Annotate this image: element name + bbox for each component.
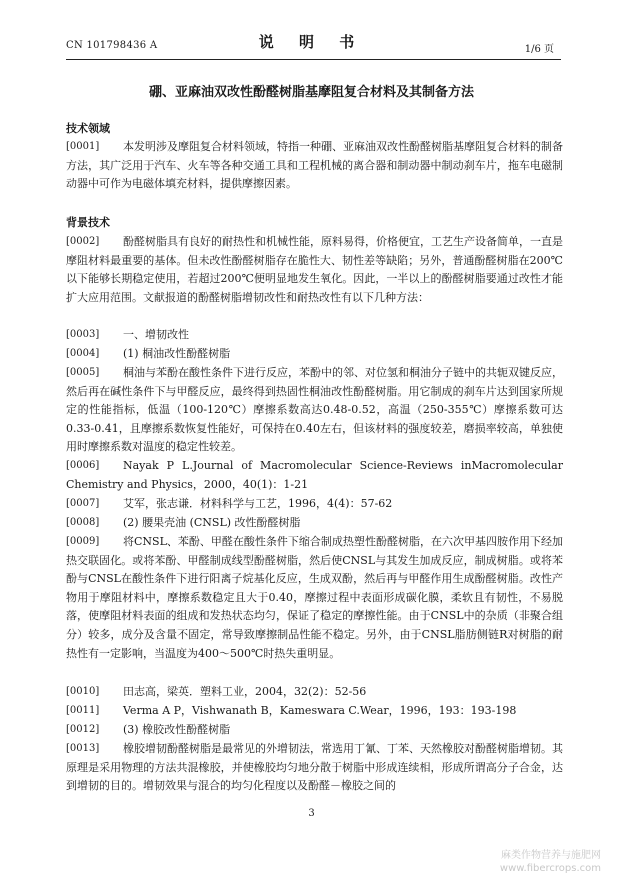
paragraph-number: [0012] bbox=[66, 724, 100, 735]
paragraph bbox=[66, 233, 563, 307]
paragraph bbox=[66, 345, 563, 364]
document-title: 硼、亚麻油双改性酚醛树脂基摩阻复合材料及其制备方法 bbox=[148, 85, 474, 100]
paragraph bbox=[66, 138, 563, 194]
paragraph bbox=[66, 457, 563, 494]
paragraph-text: 本发明涉及摩阻复合材料领域，特指一种硼、亚麻油双改性酚醛树脂基摩阻复合材料的制备方法，其广泛用于汽车、火车等各种交通工具和工程机械的离合器和制动器中制动刹车片，拖车电磁制动器中可作为电磁体填充材料，提供摩擦因素。 bbox=[66, 140, 563, 191]
watermark-site-name: 麻类作物营养与施肥网 bbox=[501, 850, 601, 861]
paragraph-number: [0003] bbox=[66, 329, 100, 340]
paragraph-number: [0011] bbox=[66, 705, 100, 716]
paragraph-text: 桐油与苯酚在酸性条件下进行反应，苯酚中的邻、对位氢和桐油分子链中的共轭双键反应，然后再在碱性条件下与甲醛反应，最终得到热固性桐油改性酚醛树脂。用它制成的刹车片达到国家所规定的性能指标，低温（100-120℃）摩擦系数高达0.48-0.52，高温（250-355℃）摩擦系数可达0.33-0.41，且摩擦系数恢复性能好，可保持在0.40左右，但该材料的强度较差，磨损率较高，单独使用时摩擦系数对温度的稳定性较差。 bbox=[66, 366, 563, 454]
paragraph-number: [0007] bbox=[66, 498, 100, 509]
paragraph-number: [0001] bbox=[66, 141, 100, 152]
paragraph-number: [0010] bbox=[66, 686, 100, 697]
paragraph-text: (1) 桐油改性酚醛树脂 bbox=[123, 347, 231, 360]
paragraph bbox=[66, 740, 563, 796]
paragraph-text: Nayak P L.Journal of Macromolecular Science-Reviews inMacromolecular Chemistry and Physics，2000，40(1)：1-21 bbox=[66, 459, 563, 491]
paragraph-number: [0013] bbox=[66, 743, 100, 754]
paragraph bbox=[66, 533, 563, 663]
paragraph bbox=[66, 683, 563, 702]
patent-number: CN 101798436 A bbox=[66, 40, 158, 51]
paragraph-text: 田志高，梁英．塑料工业，2004，32(2)：52-56 bbox=[123, 685, 367, 698]
page-number: 3 bbox=[308, 808, 315, 819]
paragraph bbox=[66, 326, 563, 345]
paragraph-text: 一、增韧改性 bbox=[123, 328, 189, 341]
paragraph-text: 将CNSL、苯酚、甲醛在酸性条件下缩合制成热塑性酚醛树脂，在六次甲基四胺作用下经加热交联固化。或将苯酚、甲醛制成线型酚醛树脂，然后使CNSL与其发生加成反应，制成树脂。或将苯酚与CNSL在酸性条件下进行阳离子烷基化反应，生成双酚，然后再与甲醛作用生成酚醛树脂。改性产物用于摩阻材料中，摩擦系数稳定且大于0.40，摩擦过程中表面形成碳化膜，柔软且有韧性，不易脱落，使摩阻材料表面的组成和发热状态均匀，保证了稳定的摩擦性能。由于CNSL中的杂质（非聚合组分）较多，成分及含量不固定，常导致摩擦制品性能不稳定。另外，由于CNSL脂肪侧链R对树脂的耐热性有一定影响，当温度为400～500℃时热失重明显。 bbox=[66, 535, 563, 660]
paragraph bbox=[66, 514, 563, 533]
watermark bbox=[500, 849, 601, 875]
paragraph-text: 酚醛树脂具有良好的耐热性和机械性能，原料易得，价格便宜，工艺生产设备简单，一直是摩阻材料最重要的基体。但未改性酚醛树脂存在脆性大、韧性差等缺陷；另外，普通酚醛树脂在200℃以下能够长期稳定使用，若超过200℃便明显地发生氧化。因此，一半以上的酚醛树脂要通过改性才能扩大应用范围。文献报道的酚醛树脂增韧改性和耐热改性有以下几种方法： bbox=[66, 235, 563, 304]
paragraph bbox=[66, 721, 563, 740]
paragraph-number: [0006] bbox=[66, 460, 100, 471]
header-divider bbox=[66, 59, 561, 60]
paragraph-text: (3) 橡胶改性酚醛树脂 bbox=[123, 723, 231, 736]
paragraph-number: [0005] bbox=[66, 367, 100, 378]
watermark-url: www.fibercrops.com bbox=[499, 863, 601, 874]
paragraph bbox=[66, 702, 563, 721]
paragraph-number: [0004] bbox=[66, 348, 100, 359]
paragraph bbox=[66, 495, 563, 514]
paragraph-text: 艾军，张志谦．材料科学与工艺，1996，4(4)：57-62 bbox=[123, 497, 393, 510]
paragraph-number: [0009] bbox=[66, 536, 100, 547]
paragraph-number: [0002] bbox=[66, 236, 100, 247]
paragraph-text: (2) 腰果壳油 (CNSL) 改性酚醛树脂 bbox=[123, 516, 301, 529]
section-heading-tech-field: 技术领域 bbox=[66, 122, 110, 135]
header-title: 说 明 书 bbox=[258, 33, 365, 51]
paragraph-number: [0008] bbox=[66, 517, 100, 528]
page-indicator: 1/6 页 bbox=[524, 44, 554, 55]
paragraph bbox=[66, 364, 563, 457]
paragraph-text: Verma A P，Vishwanath B，Kameswara C.Wear，1996，193：193-198 bbox=[123, 704, 517, 717]
section-heading-background: 背景技术 bbox=[66, 216, 110, 229]
paragraph-text: 橡胶增韧酚醛树脂是最常见的外增韧法，常选用丁氰、丁苯、天然橡胶对酚醛树脂增韧。其原理是采用物理的方法共混橡胶，并使橡胶均匀地分散于树脂中形成连续相，形成所谓高分子合金，达到增韧的目的。增韧效果与混合的均匀化程度以及酚醛－橡胶之间的 bbox=[66, 742, 563, 793]
